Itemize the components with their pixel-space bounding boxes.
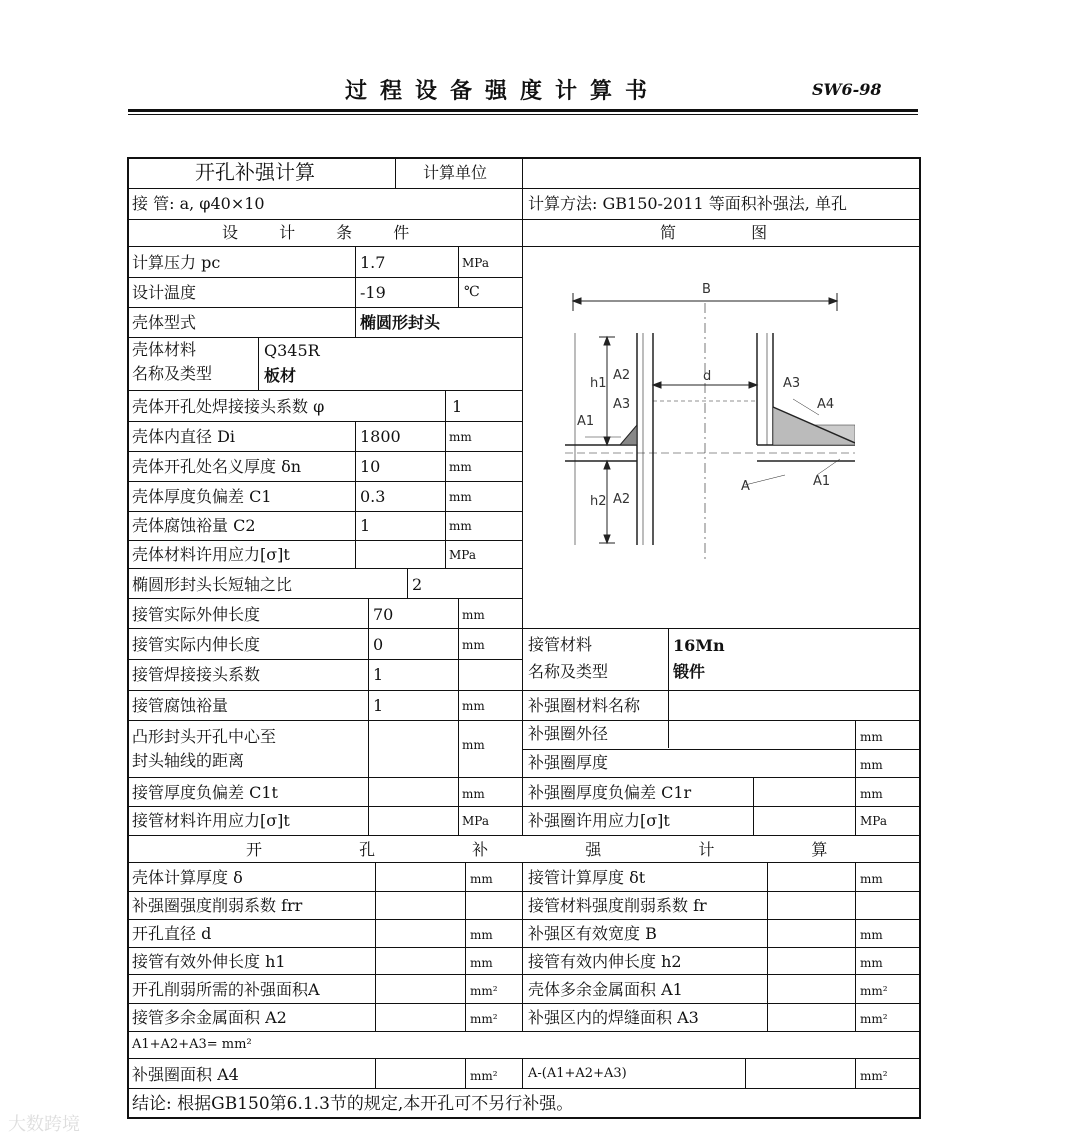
pad-tolerance-unit: mm: [860, 787, 883, 801]
thickness-tolerance-unit: mm: [449, 490, 472, 504]
pad-thickness-unit: mm: [860, 758, 883, 772]
shell-excess-area-unit: mm²: [860, 984, 888, 998]
nozzle-calc-thickness-label: 接管计算厚度 δt: [528, 868, 646, 887]
nozzle-calc-thickness-unit: mm: [860, 872, 883, 886]
nozzle-weld-value: 1: [373, 665, 384, 684]
nozzle-corrosion-unit: mm: [462, 699, 485, 713]
sketch-header: 简 图: [660, 223, 768, 242]
conclusion-text: 结论: 根据GB150第6.1.3节的规定,本开孔可不另行补强。: [132, 1094, 574, 1114]
effective-int-length-unit: mm: [860, 956, 883, 970]
shell-calc-thickness-label: 壳体计算厚度 δ: [132, 868, 243, 887]
nozzle-material-label-2: 名称及类型: [528, 662, 609, 681]
sketch-label-a4: A4: [817, 397, 835, 412]
pressure-value: 1.7: [360, 253, 386, 272]
calc-method: 计算方法: GB150-2011 等面积补强法, 单孔: [528, 194, 847, 213]
shell-type-label: 壳体型式: [132, 313, 197, 332]
external-length-unit: mm: [462, 608, 485, 622]
area-difference-unit: mm²: [860, 1069, 888, 1083]
effective-ext-length-label: 接管有效外伸长度 h1: [132, 952, 286, 971]
nominal-thickness-value: 10: [360, 457, 381, 476]
shell-type-value: 椭圆形封头: [360, 313, 441, 332]
sketch-label-b: B: [702, 282, 711, 297]
shell-material-value-2: 板材: [264, 366, 297, 385]
axis-ratio-label: 椭圆形封头长短轴之比: [132, 575, 293, 594]
effective-ext-length-unit: mm: [470, 956, 493, 970]
sketch-label-a3-left: A3: [613, 397, 631, 412]
design-conditions-header: 设 计 条 件: [222, 223, 413, 242]
temp-label: 设计温度: [132, 283, 197, 302]
thickness-tolerance-label: 壳体厚度负偏差 C1: [132, 487, 272, 506]
sketch-label-a1-left: A1: [577, 414, 595, 429]
nozzle-id: 接 管: a, φ40×10: [132, 194, 265, 213]
corrosion-allowance-label: 壳体腐蚀裕量 C2: [132, 516, 256, 535]
pad-stress-label: 补强圈许用应力[σ]t: [528, 811, 670, 830]
nozzle-stress-unit: MPa: [462, 814, 489, 828]
corrosion-allowance-unit: mm: [449, 519, 472, 533]
calc-section-header: 开 孔 补 强 计 算: [246, 840, 828, 859]
sketch-label-a2-top: A2: [613, 368, 631, 383]
sketch-label-a: A: [741, 479, 750, 494]
temp-value: -19: [360, 283, 386, 302]
shell-material-label-1: 壳体材料: [132, 340, 197, 359]
thickness-tolerance-value: 0.3: [360, 487, 386, 506]
internal-length-unit: mm: [462, 638, 485, 652]
pad-area-unit: mm²: [470, 1069, 498, 1083]
internal-length-label: 接管实际内伸长度: [132, 635, 261, 654]
area-sum-label: A1+A2+A3= mm²: [132, 1037, 252, 1052]
opening-diameter-label: 开孔直径 d: [132, 924, 212, 943]
opening-diameter-unit: mm: [470, 928, 493, 942]
watermark: 大数跨境: [8, 1114, 80, 1135]
header-rule-thick: [128, 109, 918, 112]
sketch-label-a3-right: A3: [783, 376, 801, 391]
required-area-unit: mm²: [470, 984, 498, 998]
nozzle-material-label-1: 接管材料: [528, 635, 593, 654]
sketch-label-a2-bottom: A2: [613, 492, 631, 507]
external-length-value: 70: [373, 605, 394, 624]
nominal-thickness-unit: mm: [449, 460, 472, 474]
weld-area-label: 补强区内的焊缝面积 A3: [528, 1008, 699, 1027]
effective-int-length-label: 接管有效内伸长度 h2: [528, 952, 682, 971]
nominal-thickness-label: 壳体开孔处名义厚度 δn: [132, 457, 302, 476]
reinforcement-sketch: [555, 275, 855, 565]
nozzle-stress-label: 接管材料许用应力[σ]t: [132, 811, 290, 830]
inner-diameter-unit: mm: [449, 430, 472, 444]
pressure-unit: MPa: [462, 256, 489, 270]
shell-excess-area-label: 壳体多余金属面积 A1: [528, 980, 683, 999]
effective-width-unit: mm: [860, 928, 883, 942]
pad-od-label: 补强圈外径: [528, 724, 609, 743]
head-distance-unit: mm: [462, 738, 485, 752]
required-area-label: 开孔削弱所需的补强面积A: [132, 980, 320, 999]
sketch-label-h1: h1: [590, 376, 607, 391]
sketch-label-d: d: [703, 369, 712, 384]
shell-calc-thickness-unit: mm: [470, 872, 493, 886]
pad-stress-unit: MPa: [860, 814, 887, 828]
form-title: 开孔补强计算: [195, 160, 315, 184]
external-length-label: 接管实际外伸长度: [132, 605, 261, 624]
shell-stress-label: 壳体材料许用应力[σ]t: [132, 545, 290, 564]
shell-material-label-2: 名称及类型: [132, 364, 213, 383]
pad-od-unit: mm: [860, 730, 883, 744]
weld-factor-value: 1: [452, 397, 463, 416]
pad-thickness-label: 补强圈厚度: [528, 753, 609, 772]
pad-material-label: 补强圈材料名称: [528, 696, 641, 715]
sketch-label-h2: h2: [590, 494, 607, 509]
temp-unit: ℃: [464, 284, 480, 300]
pad-strength-factor-label: 补强圈强度削弱系数 frr: [132, 896, 303, 915]
report-header-title: 过程设备强度计算书: [345, 78, 661, 104]
area-difference-label: A-(A1+A2+A3): [528, 1066, 627, 1081]
axis-ratio-value: 2: [412, 575, 423, 594]
inner-diameter-value: 1800: [360, 427, 401, 446]
nozzle-excess-area-unit: mm²: [470, 1012, 498, 1026]
header-rule-thin: [128, 114, 918, 115]
nozzle-corrosion-label: 接管腐蚀裕量: [132, 696, 229, 715]
nozzle-material-value-1: 16Mn: [673, 636, 725, 655]
effective-width-label: 补强区有效宽度 B: [528, 924, 657, 943]
weld-factor-label: 壳体开孔处焊接接头系数 φ: [132, 397, 325, 416]
nozzle-material-value-2: 锻件: [673, 662, 706, 681]
shell-material-value-1: Q345R: [264, 341, 320, 360]
nozzle-weld-label: 接管焊接接头系数: [132, 665, 261, 684]
pressure-label: 计算压力 pc: [132, 253, 221, 272]
calc-unit-label: 计算单位: [423, 163, 488, 182]
corrosion-allowance-value: 1: [360, 516, 371, 535]
head-distance-label-2: 封头轴线的距离: [132, 751, 245, 770]
nozzle-tolerance-unit: mm: [462, 787, 485, 801]
pad-tolerance-label: 补强圈厚度负偏差 C1r: [528, 783, 692, 802]
pad-area-label: 补强圈面积 A4: [132, 1065, 239, 1084]
report-code: SW6-98: [812, 80, 882, 99]
nozzle-strength-factor-label: 接管材料强度削弱系数 fr: [528, 896, 707, 915]
head-distance-label-1: 凸形封头开孔中心至: [132, 727, 277, 746]
sketch-label-a1-right: A1: [813, 474, 831, 489]
nozzle-excess-area-label: 接管多余金属面积 A2: [132, 1008, 287, 1027]
internal-length-value: 0: [373, 635, 384, 654]
nozzle-corrosion-value: 1: [373, 696, 384, 715]
inner-diameter-label: 壳体内直径 Di: [132, 427, 236, 446]
shell-stress-unit: MPa: [449, 548, 476, 562]
nozzle-tolerance-label: 接管厚度负偏差 C1t: [132, 783, 278, 802]
weld-area-unit: mm²: [860, 1012, 888, 1026]
